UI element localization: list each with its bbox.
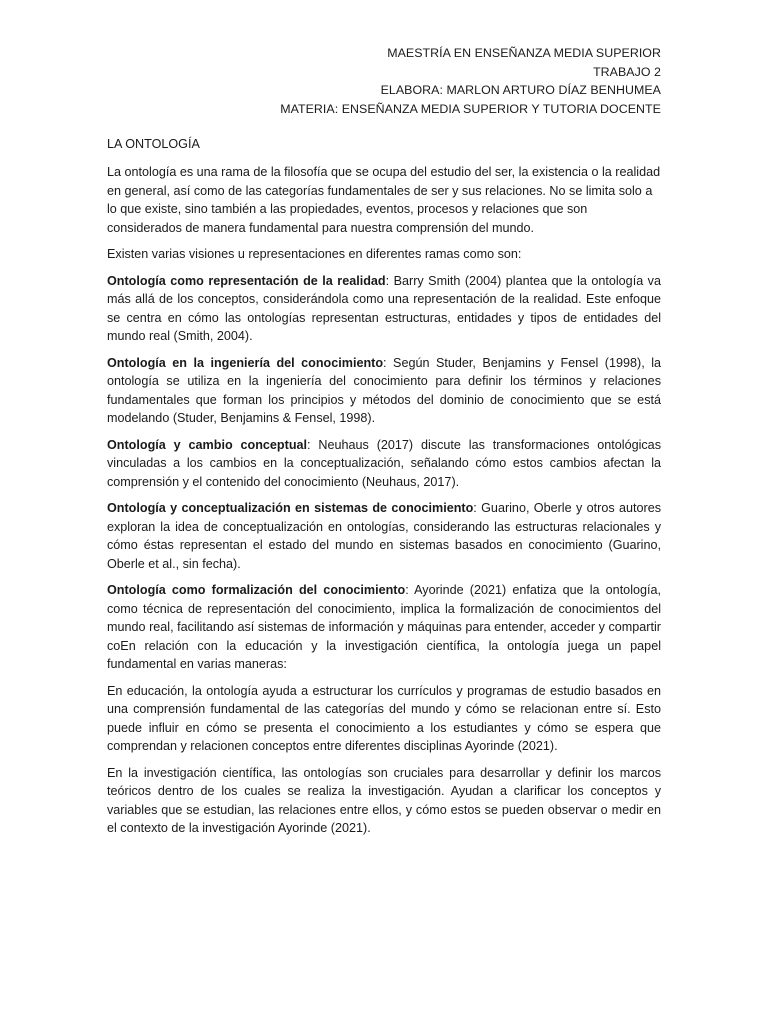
header-author: ELABORA: MARLON ARTURO DÍAZ BENHUMEA bbox=[380, 83, 661, 97]
section-paragraph bbox=[107, 581, 661, 674]
section-heading: Ontología como formalización del conocimiento bbox=[107, 583, 406, 597]
document-header bbox=[107, 44, 661, 118]
document-page bbox=[107, 44, 661, 838]
document-title: LA ONTOLOGÍA bbox=[107, 137, 200, 151]
research-paragraph: En la investigación científica, las ontologías son cruciales para desarrollar y definir los marcos teóricos dentro de los cuales se realiza la investigación. Ayudan a clarificar los conceptos y variables que se estudian, las relaciones entre ellos, y cómo estos se pueden observar o medir en el contexto de la investigación Ayorinde (2021). bbox=[107, 765, 661, 835]
header-subject: MATERIA: ENSEÑANZA MEDIA SUPERIOR Y TUTORIA DOCENTE bbox=[280, 101, 661, 116]
section-body: : Barry Smith (2004) plantea que la ontología va más allá de los conceptos, considerándola como una representación de la realidad. Este enfoque se centra en cómo las ontologías representan estructuras, entidades y tipos de entidades del mundo real (Smith, 2004). bbox=[107, 273, 661, 343]
header-program: MAESTRÍA EN ENSEÑANZA MEDIA SUPERIOR bbox=[387, 46, 661, 60]
intro-paragraph: La ontología es una rama de la filosofía que se ocupa del estudio del ser, la existencia o la realidad en general, así como de las categorías fundamentales de ser y sus relaciones. No se limita solo a lo que existe, sino también a las propiedades, eventos, procesos y relaciones que son considerados de manera fundamental para nuestra comprensión del mundo. bbox=[107, 165, 661, 235]
section-body: : Ayorinde (2021) enfatiza que la ontología, como técnica de representación del conocimiento, implica la formalización de conocimientos del mundo real, facilitando así sistemas de información y máquinas para entender, acceder y compartir coEn relación con la educación y la investigación científica, la ontología juega un papel fundamental en varias maneras: bbox=[107, 583, 661, 671]
section-paragraph bbox=[107, 272, 661, 346]
section-heading: Ontología en la ingeniería del conocimiento bbox=[107, 355, 384, 370]
section-heading: Ontología y conceptualización en sistemas de conocimiento bbox=[107, 501, 474, 515]
education-paragraph: En educación, la ontología ayuda a estructurar los currículos y programas de estudio basados en una comprensión fundamental de las categorías del mundo y cómo se relacionan entre sí. Esto puede influir en cómo se presenta el conocimiento a los estudiantes y cómo se espera que comprendan y relacionen conceptos entre diferentes disciplinas Ayorinde (2021). bbox=[107, 683, 661, 753]
visiones-paragraph: Existen varias visiones u representaciones en diferentes ramas como son: bbox=[107, 247, 522, 261]
section-paragraph bbox=[107, 354, 661, 428]
section-heading: Ontología como representación de la realidad bbox=[107, 273, 386, 288]
section-body: : Neuhaus (2017) discute las transformaciones ontológicas vinculadas a los cambios en la conceptualización, señalando cómo estos cambios afectan la comprensión y el contenido del conocimiento (Neuhaus, 2017). bbox=[107, 437, 661, 489]
section-paragraph bbox=[107, 499, 661, 573]
section-body: : Según Studer, Benjamins y Fensel (1998), la ontología se utiliza en la ingeniería del conocimiento para definir los términos y relaciones fundamentales que forman los principios y métodos del dominio de conocimiento que se está modelando (Studer, Benjamins & Fensel, 1998). bbox=[107, 355, 662, 425]
section-paragraph bbox=[107, 436, 661, 492]
header-assignment: TRABAJO 2 bbox=[593, 64, 661, 79]
section-body: : Guarino, Oberle y otros autores exploran la idea de conceptualización en ontologías, considerando las estructuras relacionales y cómo éstas representan el estado del mundo en sistemas basados en conocimiento (Guarino, Oberle et al., sin fecha). bbox=[107, 501, 661, 571]
section-heading: Ontología y cambio conceptual bbox=[107, 437, 308, 452]
